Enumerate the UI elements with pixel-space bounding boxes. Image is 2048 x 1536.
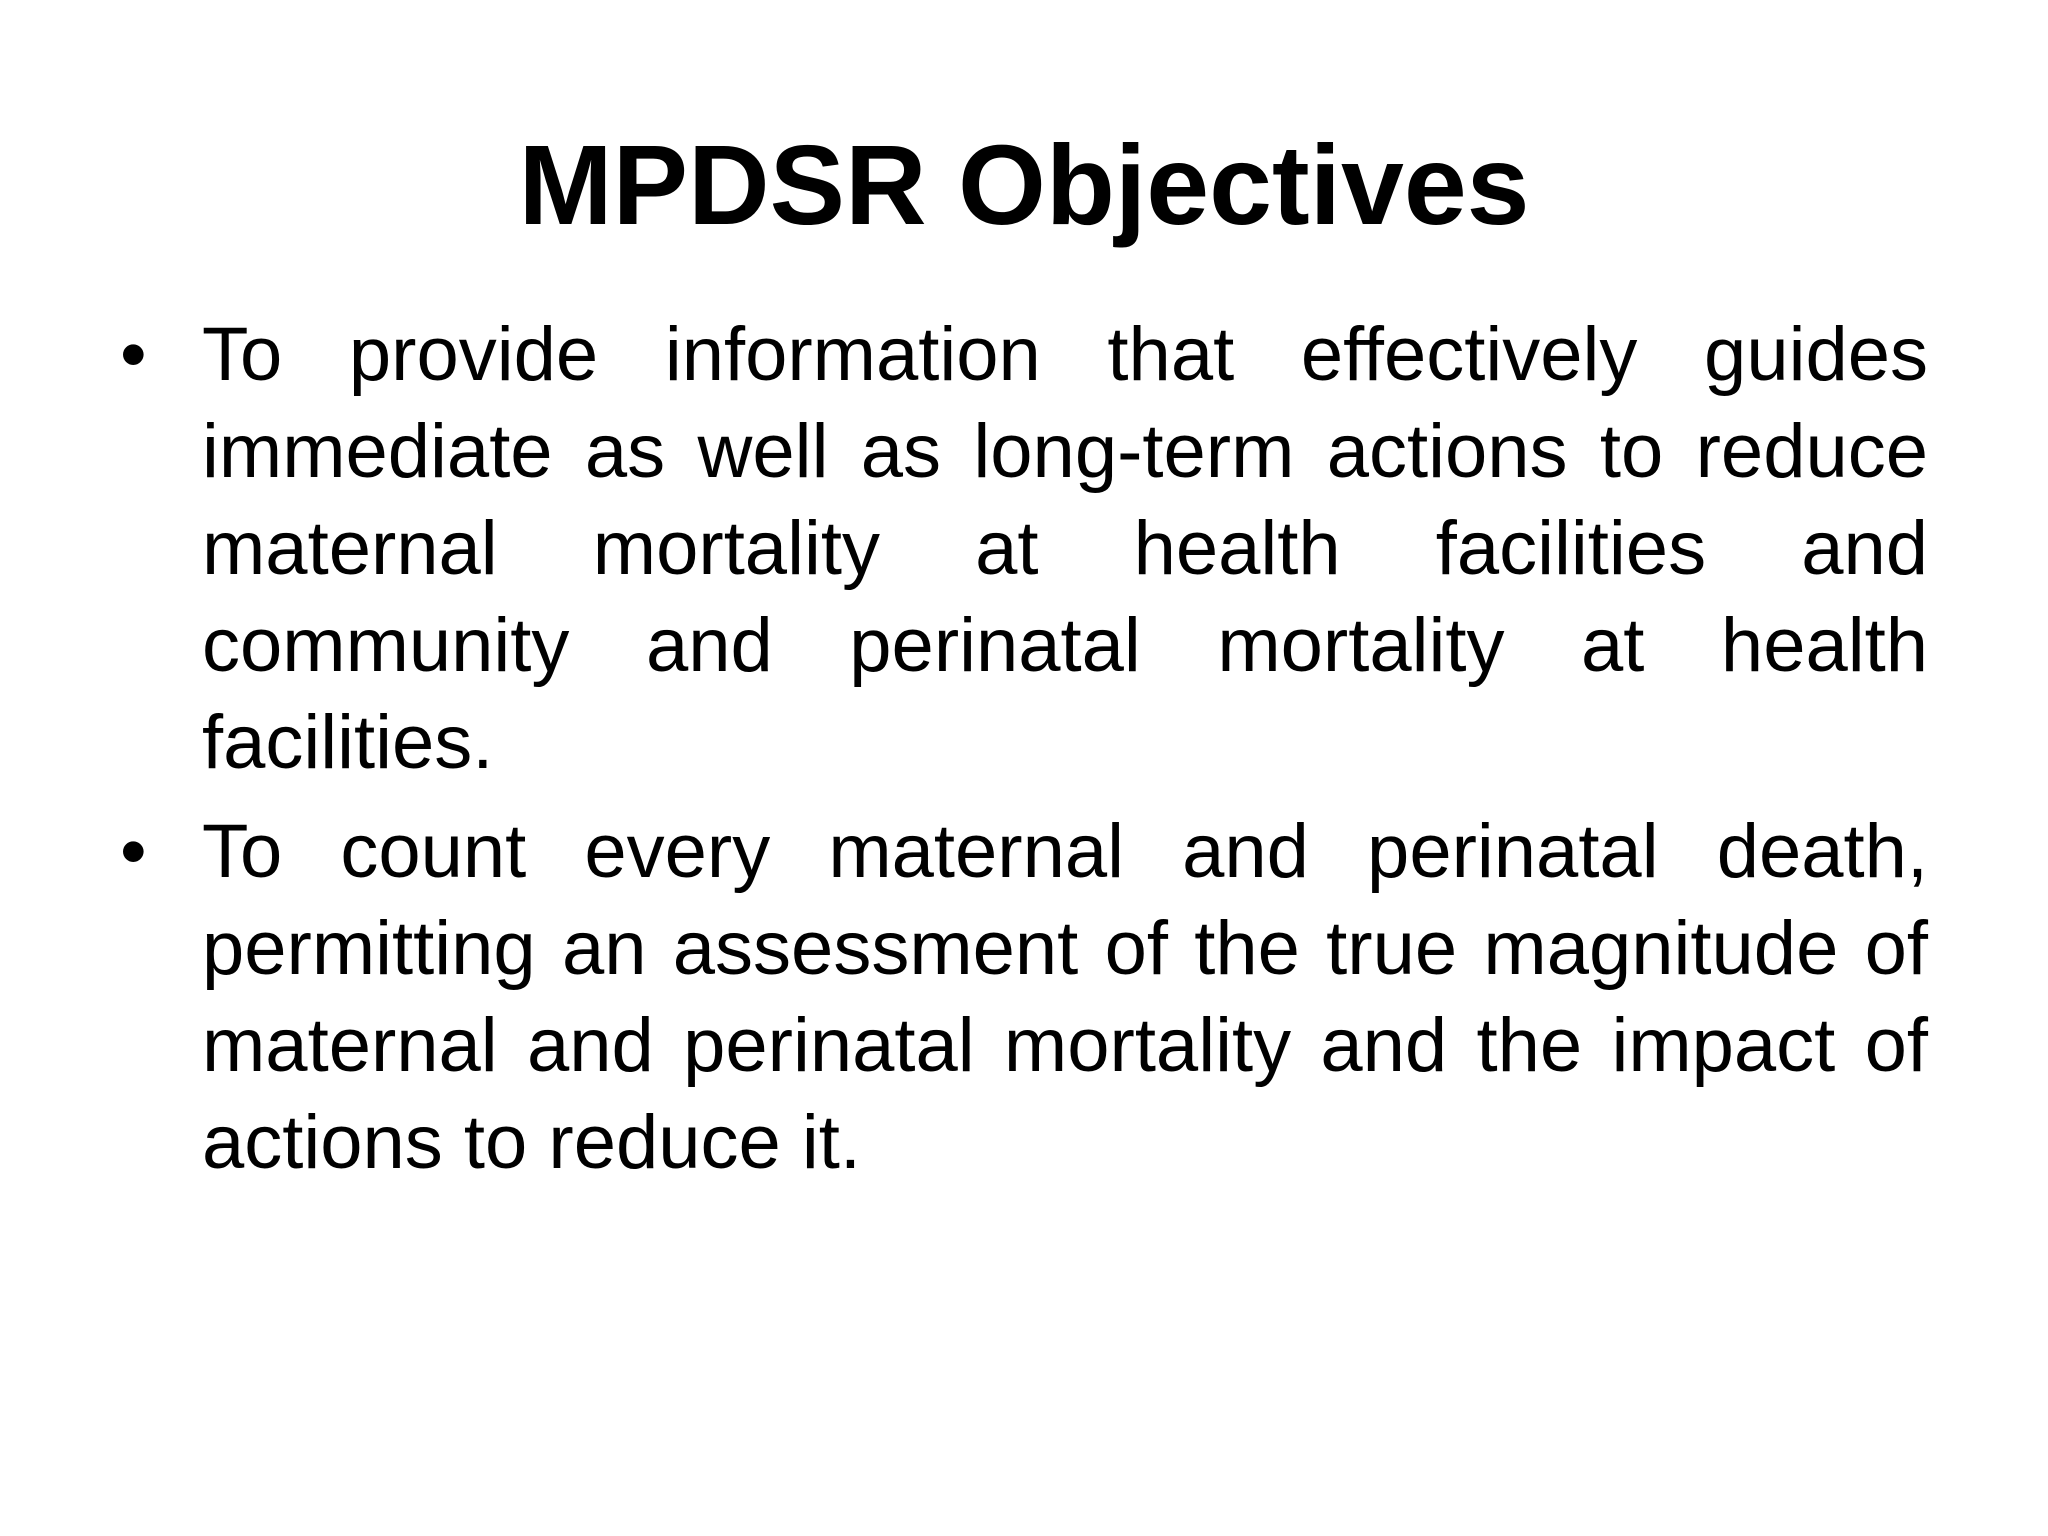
bullet-text: To provide information that effectively guides immediate as well as long-term actions to reduce maternal mortality at health facilities and community and perinatal mortality at health facilities. [202,312,1928,785]
bullet-icon: • [120,312,147,397]
list-item [120,803,1928,1191]
objectives-list [120,306,1928,1203]
list-item [120,306,1928,791]
slide-title: MPDSR Objectives [518,122,1530,248]
bullet-text: To count every maternal and perinatal death, permitting an assessment of the true magnitude of maternal and perinatal mortality and the impact of actions to reduce it. [202,809,1928,1185]
bullet-icon: • [120,809,147,894]
